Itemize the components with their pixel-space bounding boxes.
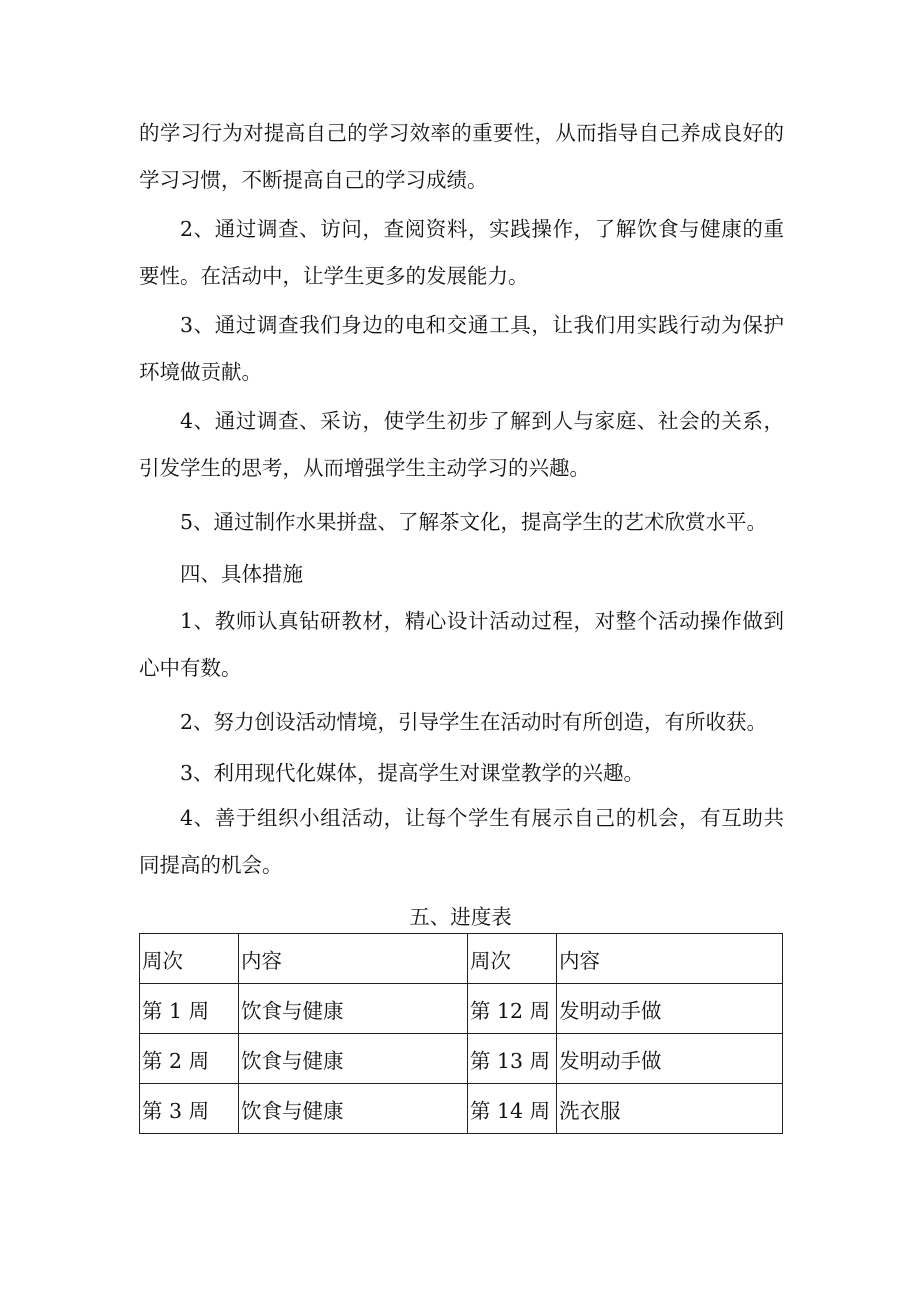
table-cell: 第 2 周 <box>140 1034 239 1084</box>
goal-2-paragraph: 2、通过调查、访问，查阅资料，实践操作，了解饮食与健康的重要性。在活动中，让学生更多的发展能力。 <box>139 217 784 288</box>
table-cell: 饮食与健康 <box>239 1084 468 1134</box>
table-cell: 第 14 周 <box>468 1084 557 1134</box>
table-row <box>140 1084 783 1134</box>
goal-5-paragraph: 5、通过制作水果拼盘、了解茶文化，提高学生的艺术欣赏水平。 <box>180 510 768 534</box>
table-cell: 第 1 周 <box>140 984 239 1034</box>
schedule-table <box>139 933 783 1134</box>
header-week-1: 周次 <box>140 934 239 984</box>
header-content-1: 内容 <box>239 934 468 984</box>
table-cell: 第 12 周 <box>468 984 557 1034</box>
table-header-row <box>140 934 783 984</box>
header-week-2: 周次 <box>468 934 557 984</box>
schedule-title: 五、进度表 <box>409 905 512 929</box>
table-cell: 发明动手做 <box>557 984 783 1034</box>
section-4-heading: 四、具体措施 <box>180 562 303 586</box>
table-cell: 发明动手做 <box>557 1034 783 1084</box>
table-row <box>140 1034 783 1084</box>
measure-3-paragraph: 3、利用现代化媒体，提高学生对课堂教学的兴趣。 <box>180 761 645 785</box>
measure-4-paragraph: 4、善于组织小组活动，让每个学生有展示自己的机会，有互助共同提高的机会。 <box>139 806 784 877</box>
measure-1-paragraph: 1、教师认真钻研教材，精心设计活动过程，对整个活动操作做到心中有数。 <box>139 609 784 680</box>
table-row <box>140 984 783 1034</box>
table-cell: 第 3 周 <box>140 1084 239 1134</box>
measure-2-paragraph: 2、努力创设活动情境，引导学生在活动时有所创造，有所收获。 <box>180 710 768 734</box>
goal-3-paragraph: 3、通过调查我们身边的电和交通工具，让我们用实践行动为保护环境做贡献。 <box>139 313 784 384</box>
paragraph-continuation: 的学习行为对提高自己的学习效率的重要性，从而指导自己养成良好的学习习惯，不断提高自己的学习成绩。 <box>139 121 784 192</box>
table-cell: 洗衣服 <box>557 1084 783 1134</box>
goal-4-paragraph: 4、通过调查、采访，使学生初步了解到人与家庭、社会的关系，引发学生的思考，从而增强学生主动学习的兴趣。 <box>139 409 784 480</box>
table-cell: 饮食与健康 <box>239 1034 468 1084</box>
table-cell: 饮食与健康 <box>239 984 468 1034</box>
table-cell: 第 13 周 <box>468 1034 557 1084</box>
header-content-2: 内容 <box>557 934 783 984</box>
